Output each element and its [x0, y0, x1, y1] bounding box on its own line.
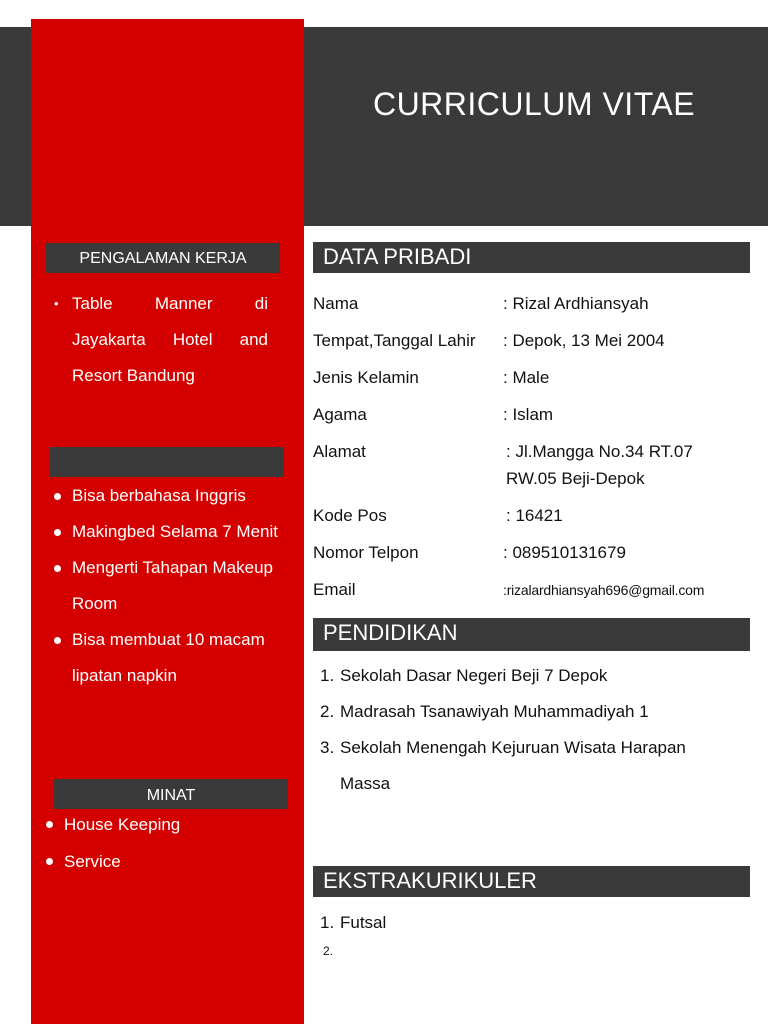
- list-item: House Keeping: [46, 806, 286, 843]
- row-value: : Male: [503, 368, 550, 387]
- row-label: Agama: [313, 405, 367, 424]
- list-item: [320, 730, 720, 802]
- page-title: CURRICULUM VITAE: [372, 86, 696, 122]
- list-number: 1.: [320, 913, 335, 932]
- list-text: Futsal: [340, 913, 387, 932]
- list-item: Mengerti Tahapan Makeup Room: [54, 550, 284, 622]
- row-value-line2: RW.05 Beji-Depok: [506, 469, 645, 488]
- list-item: Makingbed Selama 7 Menit: [54, 514, 284, 550]
- list-number: 3.: [320, 738, 335, 757]
- list-item: Bisa membuat 10 macam lipatan napkin: [54, 622, 284, 694]
- experience-text: Table Manner di Jayakarta Hotel and Resort Bandung: [72, 294, 268, 385]
- skills-heading: [50, 447, 284, 477]
- row-value: :rizalardhiansyah696@gmail.com: [503, 582, 705, 598]
- list-item: [320, 694, 730, 730]
- list-text: Madrasah Tsanawiyah Muhammadiyah 1: [340, 702, 649, 721]
- list-number: 2.: [320, 702, 335, 721]
- personal-data-heading: DATA PRIBADI: [313, 242, 750, 273]
- skills-list: [54, 478, 284, 694]
- row-label: Jenis Kelamin: [313, 368, 419, 387]
- extracurricular-list: [320, 909, 730, 958]
- education-list: [320, 658, 730, 802]
- row-label: Tempat,Tanggal Lahir: [313, 331, 476, 350]
- list-item: Bisa berbahasa Inggris: [54, 478, 284, 514]
- row-value: : Depok, 13 Mei 2004: [503, 331, 665, 350]
- row-value: : Jl.Mangga No.34 RT.07: [506, 442, 693, 461]
- list-text: Sekolah Dasar Negeri Beji 7 Depok: [340, 666, 608, 685]
- row-label: Email: [313, 580, 356, 599]
- row-value: : 16421: [506, 506, 563, 525]
- list-number: 2.: [323, 944, 334, 958]
- list-text: Sekolah Menengah Kejuruan Wisata Harapan Massa: [340, 738, 686, 793]
- list-item: [320, 909, 730, 937]
- row-value: : 089510131679: [503, 543, 626, 562]
- row-value: : Rizal Ardhiansyah: [503, 294, 649, 313]
- row-label: Kode Pos: [313, 506, 387, 525]
- education-heading: PENDIDIKAN: [313, 618, 750, 651]
- list-item: Service: [46, 843, 286, 880]
- row-label: Nama: [313, 294, 359, 313]
- experience-bullet: •: [54, 296, 59, 311]
- row-value: : Islam: [503, 405, 554, 424]
- extracurricular-heading: EKSTRAKURIKULER: [313, 866, 750, 897]
- list-item: [320, 658, 730, 694]
- row-label: Alamat: [313, 442, 366, 461]
- interests-heading: MINAT: [54, 779, 288, 809]
- row-label: Nomor Telpon: [313, 543, 419, 562]
- interests-list: [46, 806, 286, 880]
- experience-heading: PENGALAMAN KERJA: [46, 243, 280, 273]
- list-number: 1.: [320, 666, 335, 685]
